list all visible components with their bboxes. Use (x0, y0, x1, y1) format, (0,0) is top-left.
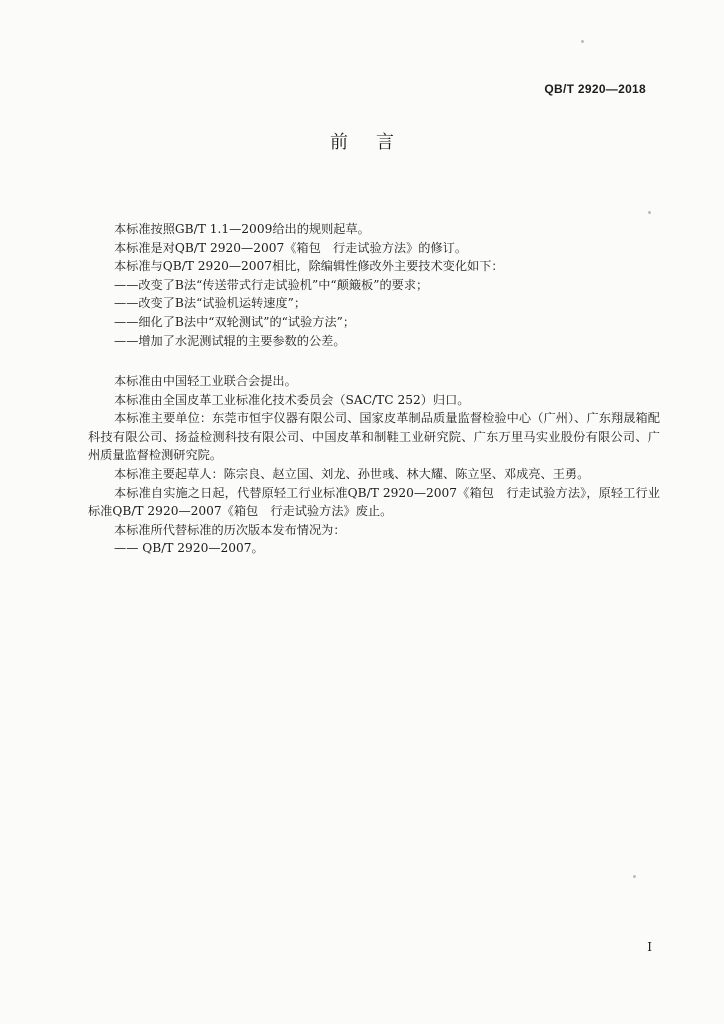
paragraph: 本标准自实施之日起，代替原轻工行业标准QB/T 2920—2007《箱包 行走试验方法》，原轻工行业标准QB/T 2920—2007《箱包 行走试验方法》废止。 (88, 485, 660, 519)
paragraph: 本标准与QB/T 2920—2007相比，除编辑性修改外主要技术变化如下： (114, 259, 504, 274)
paragraph: 本标准主要单位：东莞市恒宇仪器有限公司、国家皮革制品质量监督检验中心（广州）、广东翔晟箱配科技有限公司、扬益检测科技有限公司、中国皮革和制鞋工业研究院、广东万里马实业股份有限公司、广州质量监督检测研究院。 (88, 411, 660, 463)
change-item: ——细化了B法中“双轮测试”的“试验方法”； (114, 314, 356, 329)
standard-code: QB/T 2920—2018 (544, 82, 646, 96)
drafting-info-section (88, 372, 660, 558)
paragraph: 本标准由中国轻工业联合会提出。 (114, 374, 297, 388)
page-title: 前言 (330, 132, 422, 153)
paragraph: 本标准由全国皮革工业标准化技术委员会（SAC/TC 252）归口。 (114, 392, 470, 407)
paragraph: 本标准是对QB/T 2920—2007《箱包 行走试验方法》的修订。 (114, 240, 468, 255)
page-number: I (647, 940, 652, 954)
change-item: ——增加了水泥测试辊的主要参数的公差。 (114, 333, 346, 348)
scan-speck (648, 211, 651, 214)
scan-speck (581, 40, 584, 43)
technical-changes-section (88, 220, 660, 350)
paragraph: 本标准主要起草人：陈宗良、赵立国、刘龙、孙世彧、林大耀、陈立坚、邓成亮、王勇。 (114, 466, 590, 481)
history-item: —— QB/T 2920—2007。 (114, 541, 264, 556)
change-item: ——改变了B法“试验机运转速度”； (114, 296, 307, 311)
scan-speck (633, 875, 636, 878)
paragraph: 本标准所代替标准的历次版本发布情况为： (114, 522, 346, 537)
change-item: ——改变了B法“传送带式行走试验机”中“颠簸板”的要求； (114, 277, 429, 292)
paragraph: 本标准按照GB/T 1.1—2009给出的规则起草。 (114, 222, 370, 236)
